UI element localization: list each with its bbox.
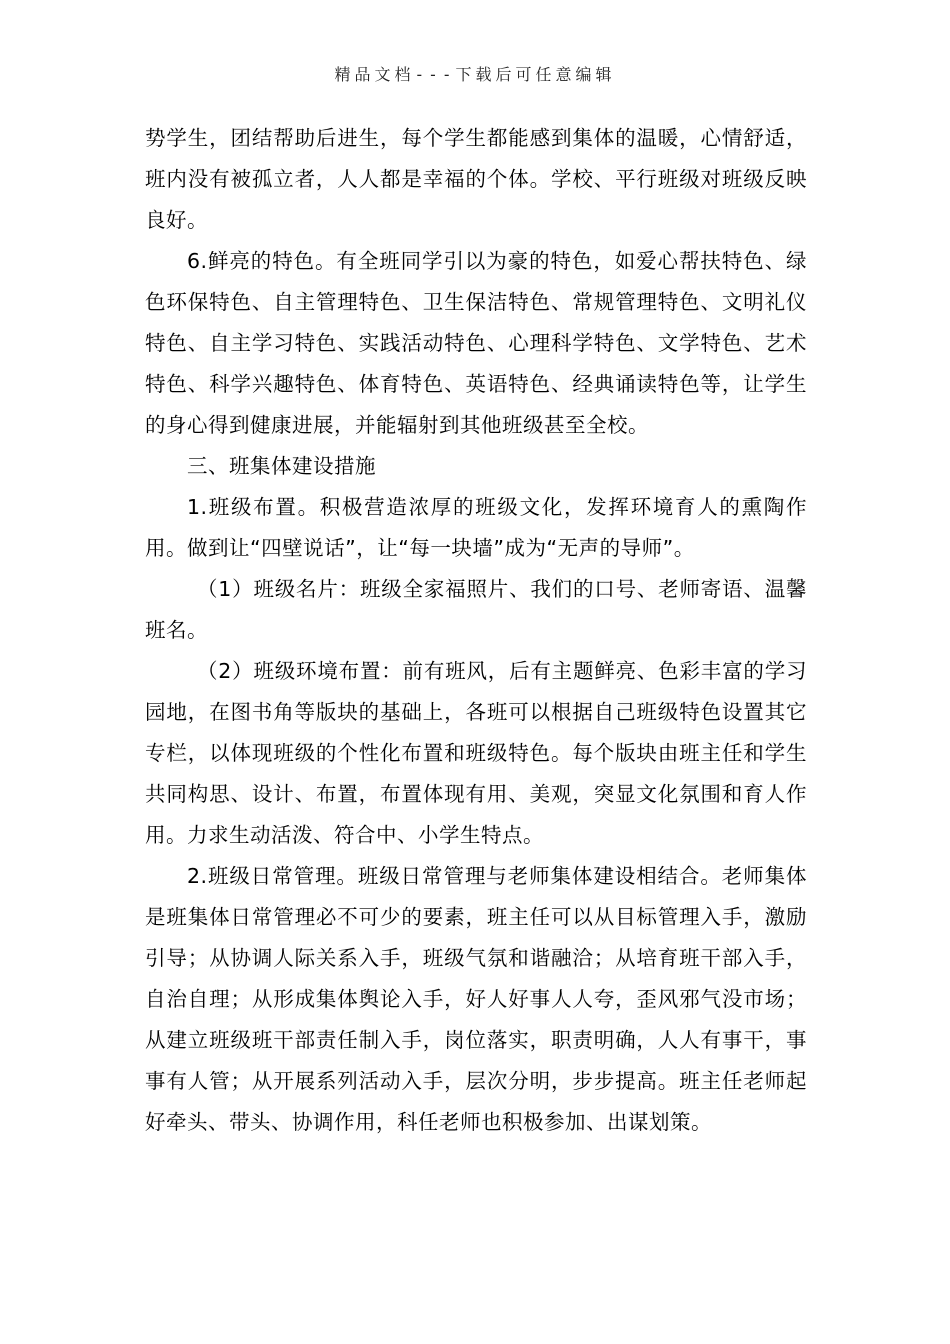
- document-body: [145, 118, 807, 1143]
- paragraph-continuation: 势学生，团结帮助后进生，每个学生都能感到集体的温暖，心情舒适，班内没有被孤立者，人人都是幸福的个体。学校、平行班级对班级反映良好。: [145, 126, 807, 232]
- page-header: 精品文档---下载后可任意编辑: [334, 65, 616, 84]
- paragraph-measure-1: 1.班级布置。积极营造浓厚的班级文化，发挥环境育人的熏陶作用。做到让“四壁说话”，让“每一块墙”成为“无声的导师”。: [145, 495, 807, 560]
- paragraph-sub-1: （1）班级名片：班级全家福照片、我们的口号、老师寄语、温馨班名。: [145, 577, 807, 642]
- paragraph-sub-2: （2）班级环境布置：前有班风，后有主题鲜亮、色彩丰富的学习园地，在图书角等版块的基础上，各班可以根据自己班级特色设置其它专栏，以体现班级的个性化布置和班级特色。每个版块由班主任和学生共同构思、设计、布置，布置体现有用、美观，突显文化氛围和育人作用。力求生动活泼、符合中、小学生特点。: [145, 659, 807, 847]
- paragraph-measure-2: 2.班级日常管理。班级日常管理与老师集体建设相结合。老师集体是班集体日常管理必不可少的要素，班主任可以从目标管理入手，激励引导；从协调人际关系入手，班级气氛和谐融洽；从培育班干部入手，自治自理；从形成集体舆论入手，好人好事人人夸，歪风邪气没市场；从建立班级班干部责任制入手，岗位落实，职责明确，人人有事干，事事有人管；从开展系列活动入手，层次分明，步步提高。班主任老师起好牵头、带头、协调作用，科任老师也积极参加、出谋划策。: [145, 864, 807, 1134]
- paragraph-feature-6: 6.鲜亮的特色。有全班同学引以为豪的特色，如爱心帮扶特色、绿色环保特色、自主管理特色、卫生保洁特色、常规管理特色、文明礼仪特色、自主学习特色、实践活动特色、心理科学特色、文学特色、艺术特色、科学兴趣特色、体育特色、英语特色、经典诵读特色等，让学生的身心得到健康进展，并能辐射到其他班级甚至全校。: [145, 249, 807, 437]
- section-heading-measures: 三、班集体建设措施: [187, 454, 376, 478]
